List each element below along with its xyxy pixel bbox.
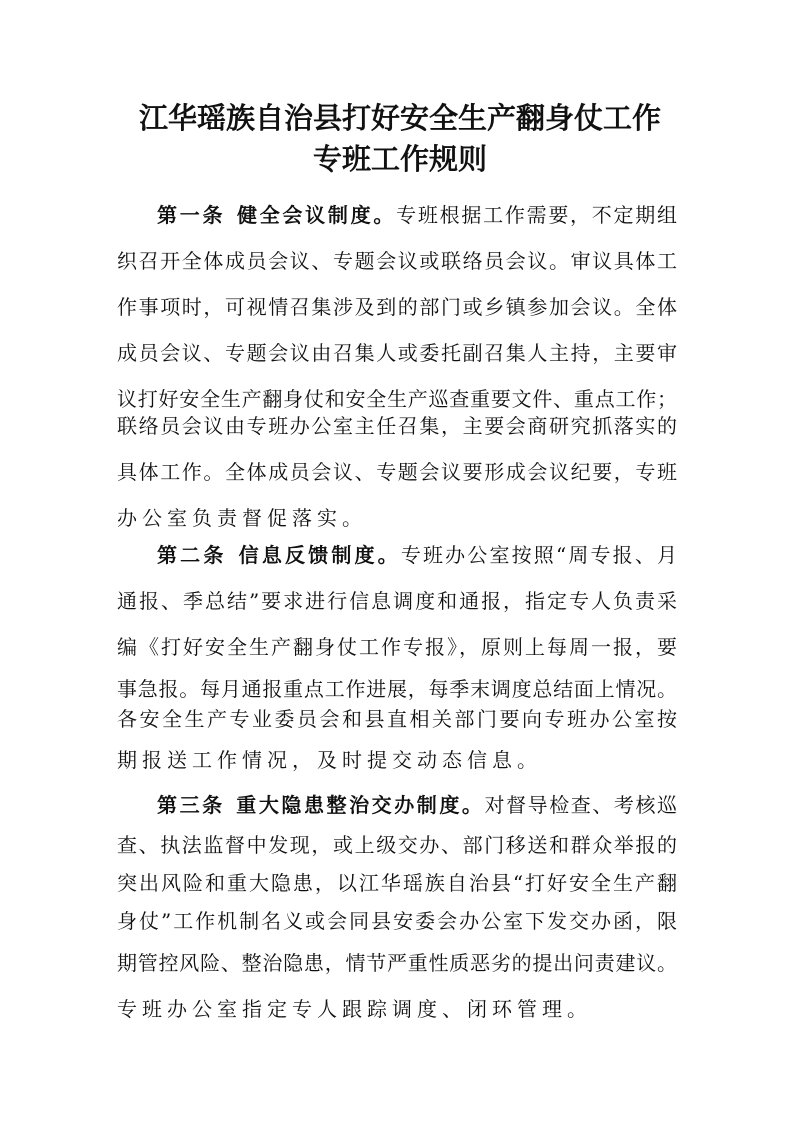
article-2-line-1 bbox=[157, 540, 677, 570]
article-1-line-4: 成员会议、专题会议由召集人或委托副召集人主持，主要审 bbox=[117, 341, 677, 365]
article-2-heading: 信息反馈制度。 bbox=[236, 543, 401, 567]
article-1-line-3: 作事项时，可视情召集涉及到的部门或乡镇参加会议。全体 bbox=[117, 295, 677, 319]
article-2-line-6: 期报送工作情况，及时提交动态信息。 bbox=[117, 748, 542, 772]
article-3-heading: 重大隐患整治交办制度。 bbox=[234, 793, 485, 817]
article-1-line-1 bbox=[157, 200, 677, 230]
article-3-line-3: 突出风险和重大隐患，以江华瑶族自治县“打好安全生产翻 bbox=[117, 871, 677, 895]
article-3-line-2: 查、执法监督中发现，或上级交办、部门移送和群众举报的 bbox=[117, 833, 677, 857]
article-2-text: 专班办公室按照“周专报、月 bbox=[400, 543, 678, 567]
article-3-text: 对督导检查、考核巡 bbox=[484, 793, 678, 817]
article-3-line-6: 专班办公室指定专人跟踪调度、闭环管理。 bbox=[117, 997, 592, 1021]
article-2-line-3: 编《打好安全生产翻身仗工作专报》，原则上每周一报，要 bbox=[117, 635, 677, 659]
article-3-number: 第三条 bbox=[157, 793, 225, 817]
article-2-number: 第二条 bbox=[157, 543, 227, 567]
article-3-line-5: 期管控风险、整治隐患，情节严重性质恶劣的提出问责建议。 bbox=[117, 951, 677, 975]
article-1-line-8: 办公室负责督促落实。 bbox=[117, 506, 367, 530]
article-1-line-7: 具体工作。全体成员会议、专题会议要形成会议纪要，专班 bbox=[117, 460, 677, 484]
article-2-line-4: 事急报。每月通报重点工作进展，每季末调度总结面上情况。 bbox=[117, 677, 677, 701]
article-1-line-6: 联络员会议由专班办公室主任召集，主要会商研究抓落实的 bbox=[117, 414, 677, 438]
article-2-line-5: 各安全生产专业委员会和县直相关部门要向专班办公室按 bbox=[117, 707, 677, 731]
article-3-line-1 bbox=[157, 790, 677, 820]
article-1-line-5: 议打好安全生产翻身仗和安全生产巡查重要文件、重点工作； bbox=[117, 387, 677, 411]
article-1-text: 专班根据工作需要，不定期组 bbox=[396, 203, 678, 227]
article-1-number: 第一条 bbox=[157, 203, 226, 227]
document-title-line-1: 江华瑶族自治县打好安全生产翻身仗工作 bbox=[138, 101, 661, 135]
article-1-line-2: 织召开全体成员会议、专题会议或联络员会议。审议具体工 bbox=[117, 249, 677, 273]
article-1-heading: 健全会议制度。 bbox=[235, 203, 397, 227]
article-3-line-4: 身仗”工作机制名义或会同县安委会办公室下发交办函，限 bbox=[117, 909, 677, 933]
article-2-line-2: 通报、季总结”要求进行信息调度和通报，指定专人负责采 bbox=[117, 589, 677, 613]
document-title-line-2: 专班工作规则 bbox=[312, 142, 487, 176]
